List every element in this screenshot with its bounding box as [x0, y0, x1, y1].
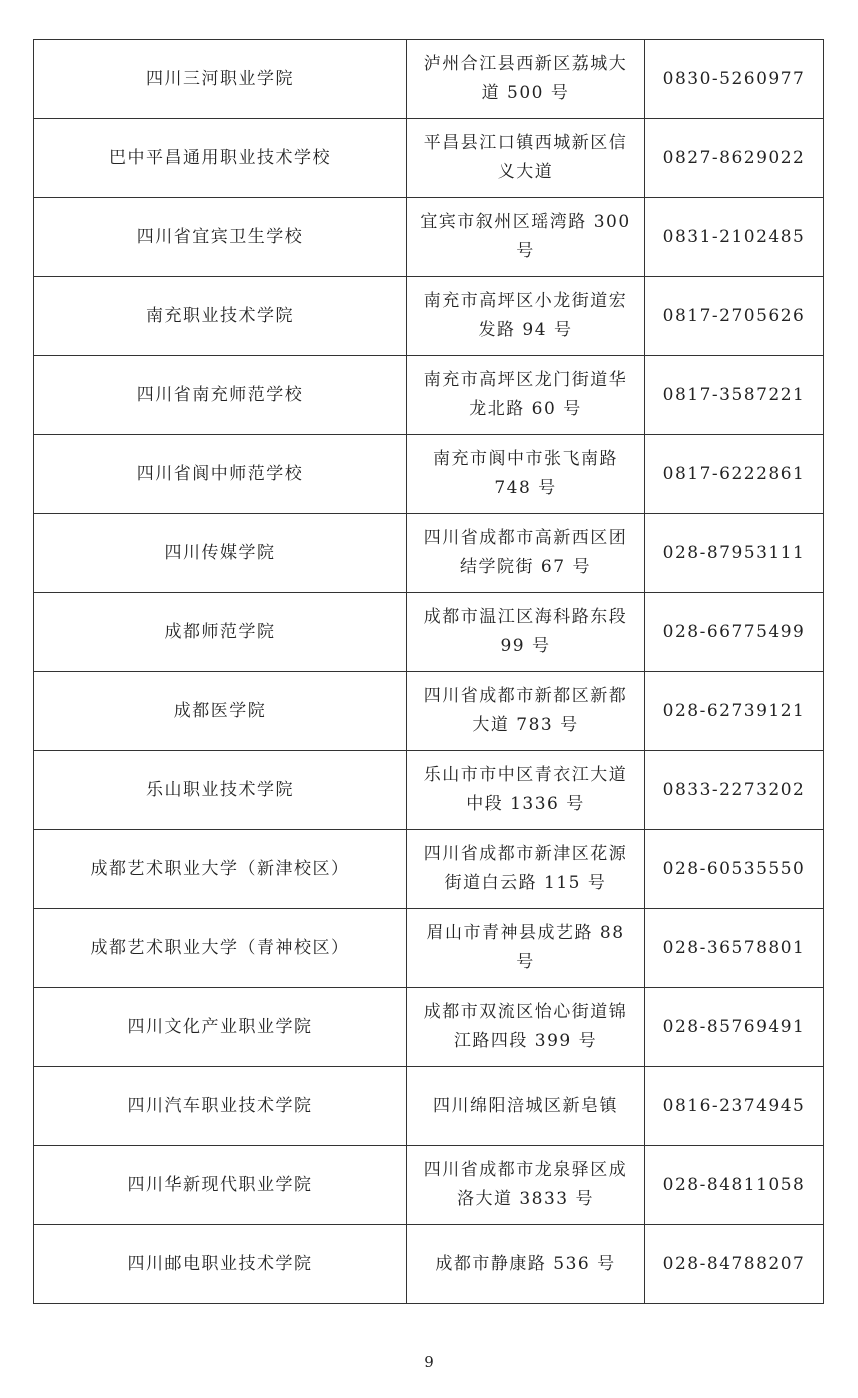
address-cell: 四川省成都市龙泉驿区成洛大道 3833 号 [407, 1146, 645, 1225]
phone-cell: 0827-8629022 [645, 119, 824, 198]
address-cell: 乐山市市中区青衣江大道中段 1336 号 [407, 751, 645, 830]
phone-cell: 028-84811058 [645, 1146, 824, 1225]
schools-table [33, 39, 824, 1304]
table-row [34, 435, 824, 514]
address-cell: 四川省成都市新津区花源街道白云路 115 号 [407, 830, 645, 909]
address-cell: 宜宾市叙州区瑶湾路 300 号 [407, 198, 645, 277]
phone-cell: 0817-6222861 [645, 435, 824, 514]
table-row [34, 1067, 824, 1146]
phone-cell: 028-36578801 [645, 909, 824, 988]
table-row [34, 988, 824, 1067]
table-row [34, 909, 824, 988]
address-cell: 南充市高坪区小龙街道宏发路 94 号 [407, 277, 645, 356]
phone-cell: 028-62739121 [645, 672, 824, 751]
school-name-cell: 四川邮电职业技术学院 [34, 1225, 407, 1304]
phone-cell: 0817-2705626 [645, 277, 824, 356]
table-row [34, 751, 824, 830]
address-cell: 眉山市青神县成艺路 88 号 [407, 909, 645, 988]
school-name-cell: 四川华新现代职业学院 [34, 1146, 407, 1225]
table-row [34, 672, 824, 751]
phone-cell: 0833-2273202 [645, 751, 824, 830]
address-cell: 泸州合江县西新区荔城大道 500 号 [407, 40, 645, 119]
school-name-cell: 四川文化产业职业学院 [34, 988, 407, 1067]
school-name-cell: 四川汽车职业技术学院 [34, 1067, 407, 1146]
table-row [34, 1146, 824, 1225]
schools-table-body [34, 40, 824, 1304]
school-name-cell: 四川传媒学院 [34, 514, 407, 593]
table-row [34, 830, 824, 909]
table-row [34, 1225, 824, 1304]
school-name-cell: 巴中平昌通用职业技术学校 [34, 119, 407, 198]
address-cell: 南充市高坪区龙门街道华龙北路 60 号 [407, 356, 645, 435]
address-cell: 四川绵阳涪城区新皂镇 [407, 1067, 645, 1146]
school-name-cell: 成都艺术职业大学（新津校区） [34, 830, 407, 909]
phone-cell: 028-84788207 [645, 1225, 824, 1304]
school-name-cell: 成都医学院 [34, 672, 407, 751]
phone-cell: 0817-3587221 [645, 356, 824, 435]
school-name-cell: 乐山职业技术学院 [34, 751, 407, 830]
school-name-cell: 四川三河职业学院 [34, 40, 407, 119]
page-number: 9 [424, 1353, 434, 1371]
phone-cell: 028-87953111 [645, 514, 824, 593]
table-row [34, 514, 824, 593]
address-cell: 平昌县江口镇西城新区信义大道 [407, 119, 645, 198]
phone-cell: 028-66775499 [645, 593, 824, 672]
school-name-cell: 南充职业技术学院 [34, 277, 407, 356]
phone-cell: 028-85769491 [645, 988, 824, 1067]
table-row [34, 593, 824, 672]
address-cell: 成都市静康路 536 号 [407, 1225, 645, 1304]
address-cell: 成都市温江区海科路东段 99 号 [407, 593, 645, 672]
phone-cell: 0831-2102485 [645, 198, 824, 277]
school-name-cell: 成都艺术职业大学（青神校区） [34, 909, 407, 988]
table-row [34, 40, 824, 119]
phone-cell: 028-60535550 [645, 830, 824, 909]
table-row [34, 277, 824, 356]
address-cell: 南充市阆中市张飞南路 748 号 [407, 435, 645, 514]
address-cell: 四川省成都市高新西区团结学院街 67 号 [407, 514, 645, 593]
school-name-cell: 四川省宜宾卫生学校 [34, 198, 407, 277]
school-name-cell: 成都师范学院 [34, 593, 407, 672]
phone-cell: 0816-2374945 [645, 1067, 824, 1146]
phone-cell: 0830-5260977 [645, 40, 824, 119]
school-name-cell: 四川省阆中师范学校 [34, 435, 407, 514]
address-cell: 成都市双流区怡心街道锦江路四段 399 号 [407, 988, 645, 1067]
school-name-cell: 四川省南充师范学校 [34, 356, 407, 435]
table-row [34, 356, 824, 435]
table-row [34, 198, 824, 277]
address-cell: 四川省成都市新都区新都大道 783 号 [407, 672, 645, 751]
table-row [34, 119, 824, 198]
